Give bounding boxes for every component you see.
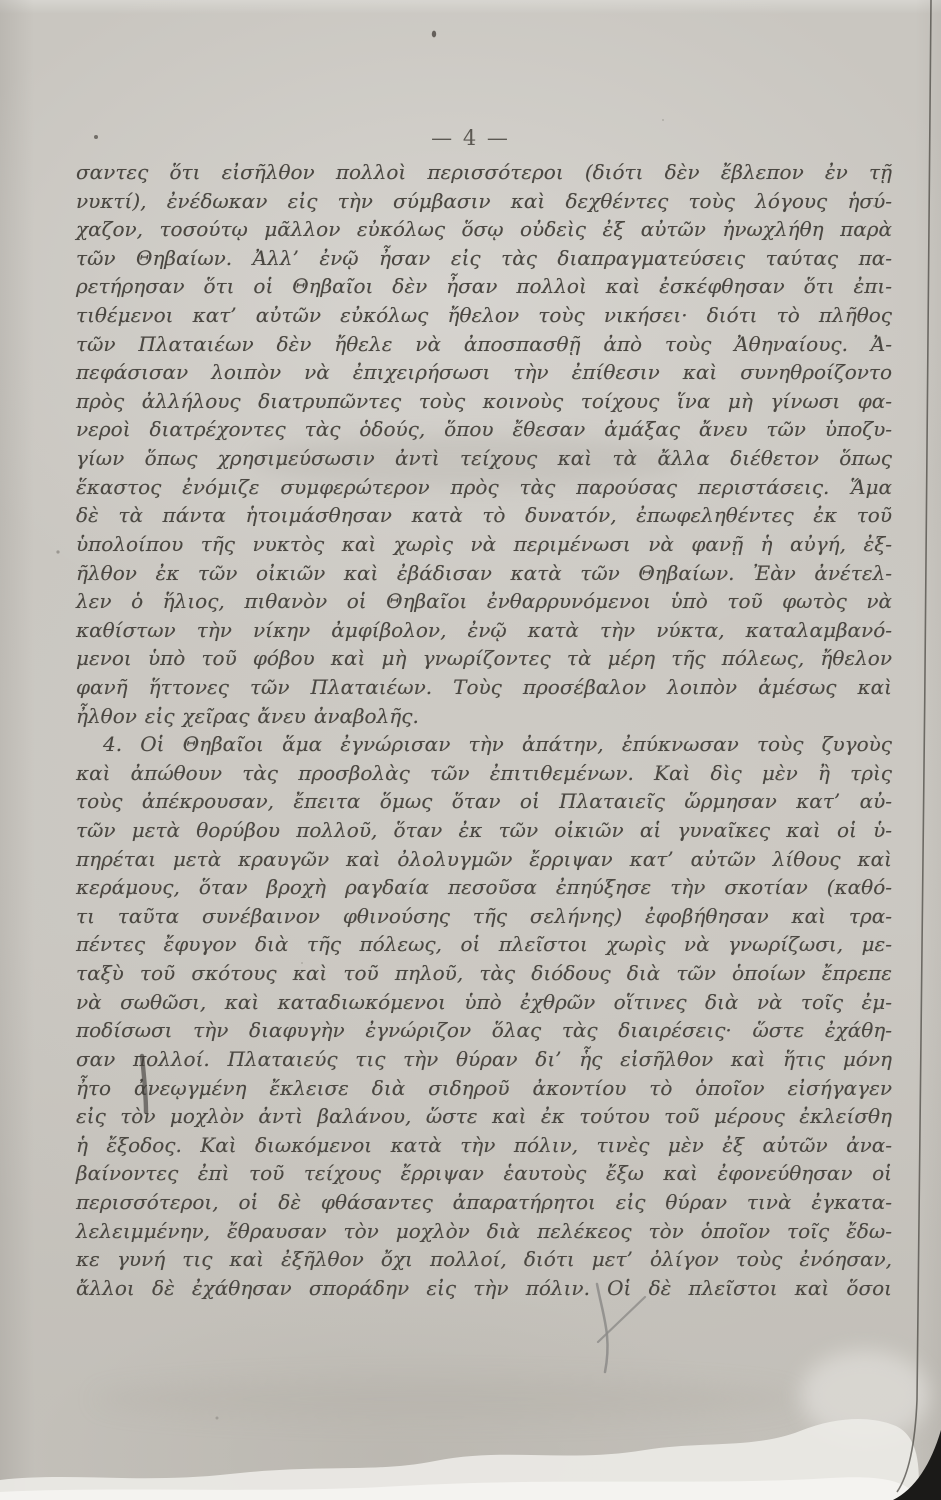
text-line-16: λεν ὁ ἥλιος, πιθανὸν οἱ Θηβαῖοι ἐνθαρρυνόμενοι ὑπὸ τοῦ φωτὸς νὰ [76,589,892,614]
text-line-3: χαζον, τοσούτῳ μᾶλλον εὐκόλως ὅσῳ οὐδεὶς ἐξ αὐτῶν ἠνωχλήθη παρὰ [76,217,892,242]
text-line-35: ἡ ἔξοδος. Καὶ διωκόμενοι κατὰ τὴν πόλιν, τινὲς μὲν ἐξ αὐτῶν ἀνα- [76,1132,892,1157]
text-line-29: ταξὺ τοῦ σκότους καὶ τοῦ πηλοῦ, τὰς διόδους διὰ τῶν ὁποίων ἔπρεπε [76,961,892,986]
text-line-13: δὲ τὰ πάντα ἡτοιμάσθησαν κατὰ τὸ δυνατόν, ἐπωφεληθέντες ἐκ τοῦ [76,503,892,528]
text-line-38: λελειμμένην, ἔθραυσαν τὸν μοχλὸν διὰ πελέκεος τὸν ὁποῖον τοῖς ἔδω- [76,1218,892,1243]
text-line-7: τῶν Πλαταιέων δὲν ἤθελε νὰ ἀποσπασθῇ ἀπὸ τοὺς Ἀθηναίους. Ἀ- [76,331,892,356]
text-line-6: τιθέμενοι κατ’ αὐτῶν εὐκόλως ἤθελον τοὺς νικήσει· διότι τὸ πλῆθος [76,303,892,328]
text-line-12: ἕκαστος ἐνόμιζε συμφερώτερον πρὸς τὰς παρούσας περιστάσεις. Ἅμα [76,474,892,499]
text-line-17: καθίστων τὴν νίκην ἀμφίβολον, ἐνῷ κατὰ τὴν νύκτα, καταλαμβανό- [76,617,892,642]
text-line-20: ἦλθον εἰς χεῖρας ἄνευ ἀναβολῆς. [76,703,419,728]
page-number: — 4 — [431,126,510,150]
text-line-10: νεροὶ διατρέχοντες τὰς ὁδούς, ὅπου ἔθεσαν ἁμάξας ἄνευ τῶν ὑποζυ- [76,417,892,442]
text-line-1: σαντες ὅτι εἰσῆλθον πολλοὶ περισσότεροι (διότι δὲν ἔβλεπον ἐν τῇ [76,160,892,184]
text-line-26: κεράμους, ὅταν βροχὴ ραγδαία πεσοῦσα ἐπηύξησε τὴν σκοτίαν (καθό- [76,875,892,900]
ink-speck [56,550,59,553]
text-line-36: βαίνοντες ἐπὶ τοῦ τείχους ἔρριψαν ἑαυτοὺς ἔξω καὶ ἐφονεύθησαν οἱ [76,1161,892,1186]
text-line-5: ρετήρησαν ὅτι οἱ Θηβαῖοι δὲν ἦσαν πολλοὶ καὶ ἐσκέφθησαν ὅτι ἐπι- [76,274,892,299]
text-line-24: τῶν μετὰ θορύβου πολλοῦ, ὅταν ἐκ τῶν οἰκιῶν αἱ γυναῖκες καὶ οἱ ὑ- [76,818,892,843]
text-line-4: τῶν Θηβαίων. Ἀλλ’ ἐνῷ ἦσαν εἰς τὰς διαπραγματεύσεις ταύτας πα- [76,245,892,270]
page-edge-line [897,0,931,1492]
text-line-11: γίων ὅπως χρησιμεύσωσιν ἀντὶ τείχους καὶ τὰ ἄλλα διέθετον ὅπως [76,446,892,471]
text-line-2: νυκτί), ἐνέδωκαν εἰς τὴν σύμβασιν καὶ δεχθέντες τοὺς λόγους ἡσύ- [76,188,892,213]
ink-speck [432,31,436,38]
text-line-25: πηρέται μετὰ κραυγῶν καὶ ὀλολυγμῶν ἔρριψαν κατ’ αὐτῶν λίθους καὶ [76,846,892,871]
ink-speck [662,119,664,121]
text-line-32: σαν πολλοί. Πλαταιεύς τις τὴν θύραν δι’ ἧς εἰσῆλθον καὶ ἥτις μόνη [76,1046,892,1071]
text-line-28: πέντες ἔφυγον διὰ τῆς πόλεως, οἱ πλεῖστοι χωρὶς νὰ γνωρίζωσι, με- [76,932,892,957]
text-line-9: πρὸς ἀλλήλους διατρυπῶντες τοὺς κοινοὺς τοίχους ἵνα μὴ γίνωσι φα- [76,388,892,413]
page-text [76,158,892,1302]
text-line-14: ὑπολοίπου τῆς νυκτὸς καὶ χωρὶς νὰ περιμένωσι νὰ φανῇ ἡ αὐγή, ἐξ- [76,531,892,556]
paper-tear-highlight-bright [0,1477,918,1500]
text-line-18: μενοι ὑπὸ τοῦ φόβου καὶ μὴ γνωρίζοντες τὰ μέρη τῆς πόλεως, ἤθελον [76,646,892,671]
text-line-30: νὰ σωθῶσι, καὶ καταδιωκόμενοι ὑπὸ ἐχθρῶν οἵτινες διὰ νὰ τοῖς ἐμ- [76,989,892,1014]
text-line-15: ῆλθον ἐκ τῶν οἰκιῶν καὶ ἐβάδισαν κατὰ τῶν Θηβαίων. Ἐὰν ἀνέτελ- [76,560,892,585]
ink-speck [216,1417,219,1420]
text-line-22: καὶ ἀπώθουν τὰς προσβολὰς τῶν ἐπιτιθεμένων. Καὶ δὶς μὲν ἢ τρὶς [76,760,892,785]
text-line-40: ἄλλοι δὲ ἐχάθησαν σποράδην εἰς τὴν πόλιν. Οἱ δὲ πλεῖστοι καὶ ὅσοι [76,1275,892,1300]
text-line-8: πεφάσισαν λοιπὸν νὰ ἐπιχειρήσωσι τὴν ἐπίθεσιν καὶ συνηθροίζοντο [76,360,892,385]
bottom-smudge [95,1378,795,1420]
text-line-27: τι ταῦτα συνέβαινον φθινούσης τῆς σελήνης) ἐφοβήθησαν καὶ τρα- [76,903,892,928]
text-line-37: περισσότεροι, οἱ δὲ φθάσαντες ἀπαρατήρητοι εἰς θύραν τινὰ ἐγκατα- [76,1189,892,1214]
text-line-19: φανῆ ἥττονες τῶν Πλαταιέων. Τοὺς προσέβαλον λοιπὸν ἀμέσως καὶ [76,674,892,699]
text-line-33: ἦτο ἀνεῳγμένη ἔκλεισε διὰ σιδηροῦ ἀκοντίου τὸ ὁποῖον εἰσήγαγεν [76,1075,892,1100]
text-line-31: ποδίσωσι τὴν διαφυγὴν ἐγνώριζον ὅλας τὰς διαιρέσεις· ὥστε ἐχάθη- [76,1018,892,1043]
text-line-39: κε γυνή τις καὶ ἐξῆλθον ὄχι πολλοί, διότι μετ’ ὀλίγον τοὺς ἐνόησαν, [76,1247,892,1272]
pencil-mark-diagonal [598,1297,645,1342]
text-line-34: εἰς τὸν μοχλὸν ἀντὶ βαλάνου, ὥστε καὶ ἐκ τούτου τοῦ μέρους ἐκλείσθη [76,1104,892,1129]
text-line-23: τοὺς ἀπέκρουσαν, ἔπειτα ὅμως ὅταν οἱ Πλαταιεῖς ὥρμησαν κατ’ αὐ- [76,789,892,814]
paper-tear-highlight [0,1419,919,1500]
scan-corner-shadow [893,1430,941,1500]
right-light-patch [800,1350,930,1440]
text-line-21: 4. Οἱ Θηβαῖοι ἅμα ἐγνώρισαν τὴν ἀπάτην, ἐπύκνωσαν τοὺς ζυγοὺς [103,732,892,757]
